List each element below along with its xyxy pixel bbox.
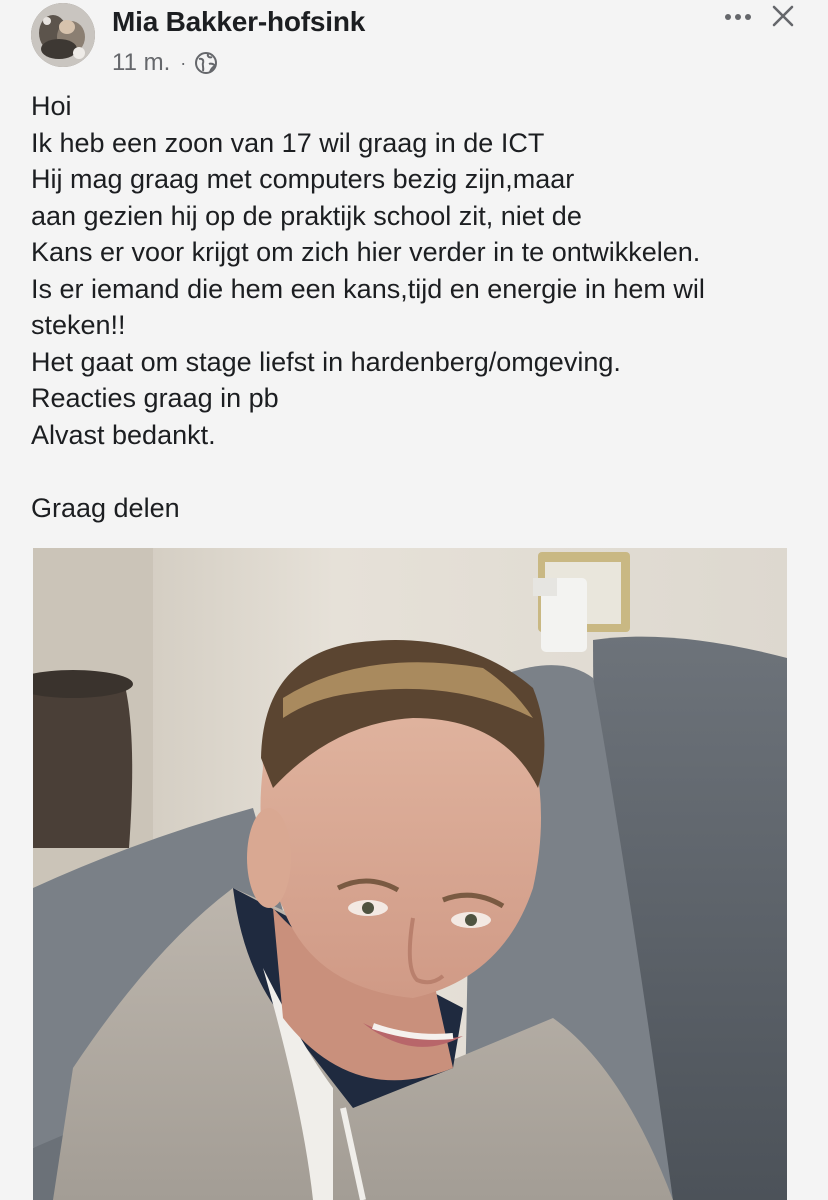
post-timestamp[interactable]: 11 m. xyxy=(112,49,171,76)
post-meta xyxy=(112,48,218,78)
globe-icon[interactable] xyxy=(194,51,218,75)
post-header xyxy=(0,0,828,90)
post-text-line: Alvast bedankt. xyxy=(31,419,216,450)
post-text-line: aan gezien hij op de praktijk school zit, niet de xyxy=(31,200,582,231)
author-avatar[interactable] xyxy=(31,3,95,67)
post-text-blank-line xyxy=(31,453,801,490)
close-icon[interactable] xyxy=(766,2,800,32)
photo-illustration xyxy=(33,548,787,1200)
post-text-line: Hij mag graag met computers bezig zijn,maar xyxy=(31,164,575,194)
post-text-line: Kans er voor krijgt om zich hier verder in te ontwikkelen. xyxy=(31,237,701,267)
post-text-line: Graag delen xyxy=(31,492,180,523)
avatar-image xyxy=(31,3,95,67)
author-name[interactable]: Mia Bakker-hofsink xyxy=(112,6,366,37)
more-horizontal-icon[interactable] xyxy=(720,2,756,30)
post-text-line: Het gaat om stage liefst in hardenberg/omgeving. xyxy=(31,346,621,377)
post-text-line: Hoi xyxy=(31,91,72,121)
post-text-line: Ik heb een zoon van 17 wil graag in de ICT xyxy=(31,127,545,158)
post-text-line: Reacties graag in pb xyxy=(31,383,279,413)
meta-separator: · xyxy=(180,52,187,73)
post-text-line: Is er iemand die hem een kans,tijd en energie in hem wil xyxy=(31,273,705,304)
post-text-line: steken!! xyxy=(31,310,126,340)
post-photo[interactable] xyxy=(33,548,787,1200)
post-body-text xyxy=(31,88,801,526)
